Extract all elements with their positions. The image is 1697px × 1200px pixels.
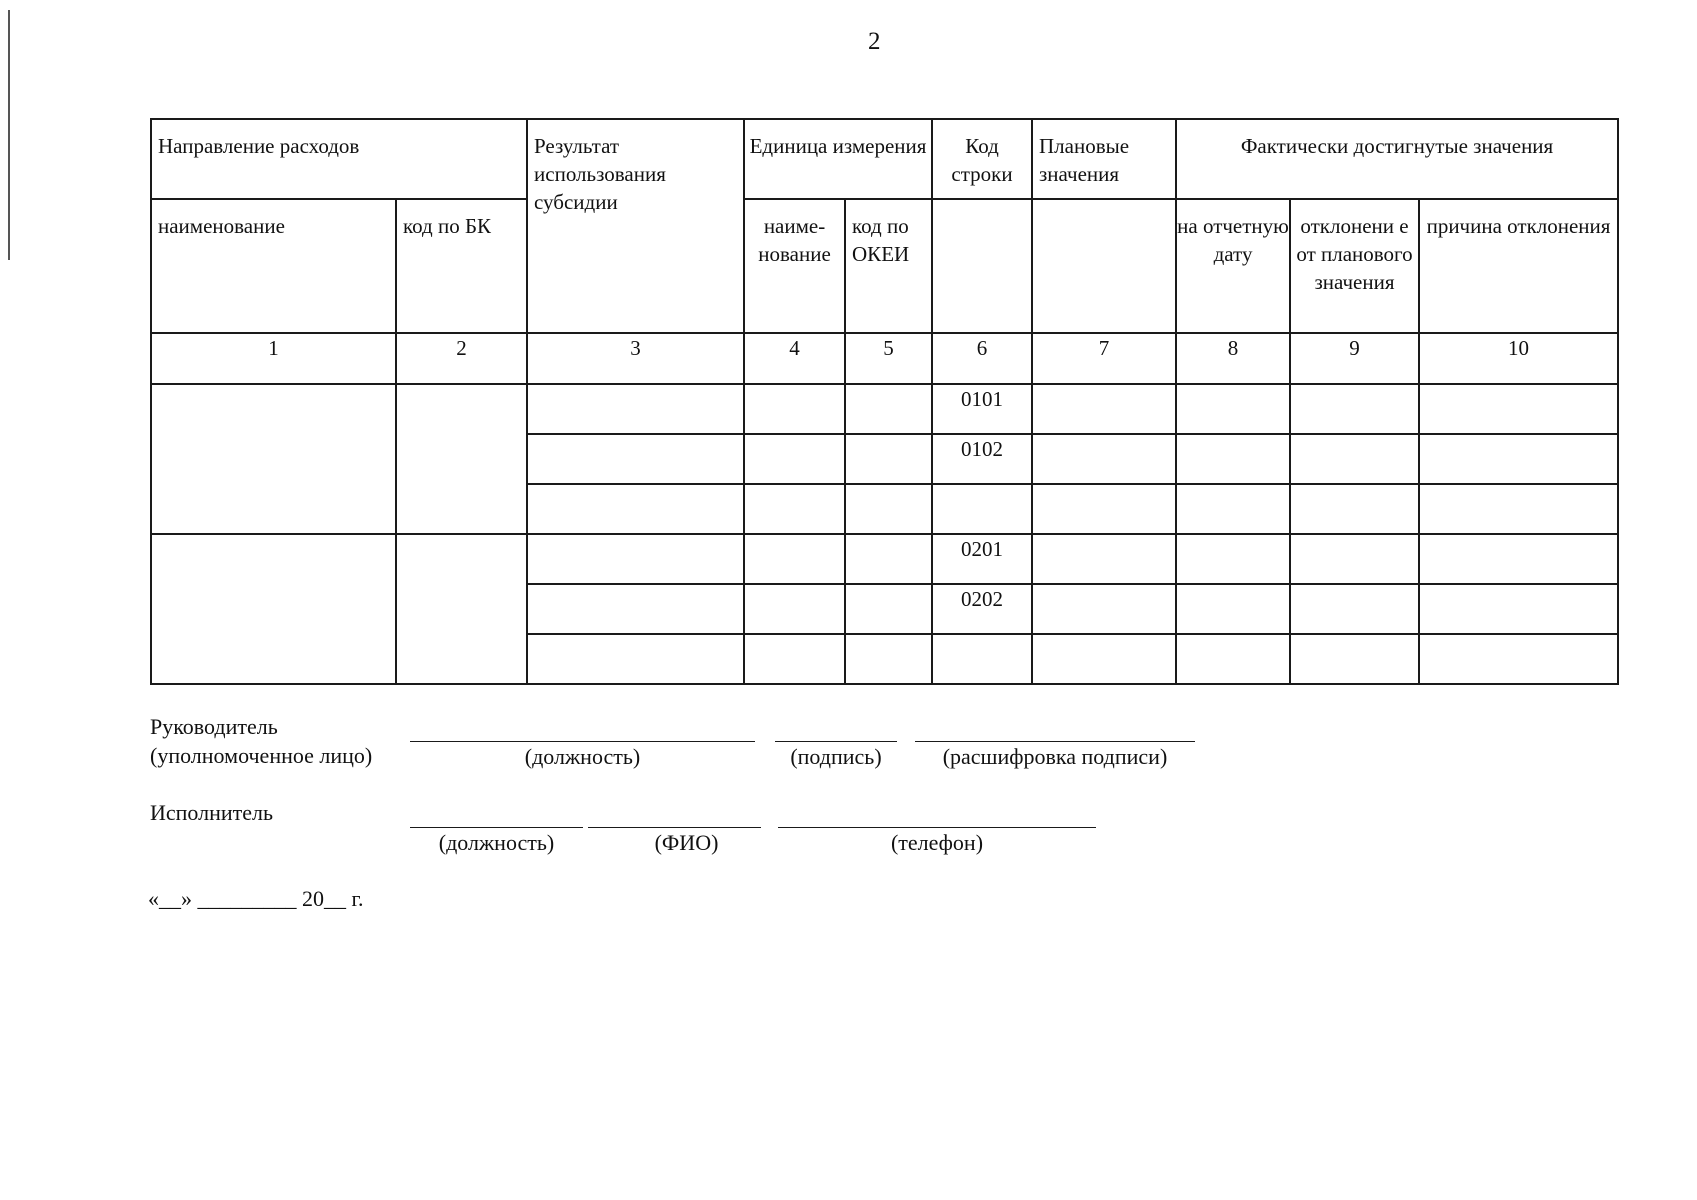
executor-name-caption: (ФИО) [654, 830, 719, 855]
header-row-code: Код строки [932, 119, 1032, 199]
planned-cell[interactable] [1032, 384, 1176, 434]
column-number-row [151, 333, 1618, 384]
actual-date-cell[interactable] [1176, 484, 1290, 534]
head-decoding-caption: (расшифровка подписи) [942, 744, 1168, 769]
unit-name-cell[interactable] [744, 634, 845, 684]
date-line[interactable]: «__» _________ 20__ г. [148, 886, 364, 911]
deviation-cell[interactable] [1290, 434, 1419, 484]
head-sublabel: (уполномоченное лицо) [150, 743, 373, 768]
executor-position-caption: (должность) [438, 830, 555, 855]
result-cell[interactable] [527, 434, 744, 484]
column-number: 2 [396, 333, 527, 384]
reason-cell[interactable] [1419, 584, 1618, 634]
executor-position-line[interactable] [410, 827, 583, 828]
header-actual-deviation: отклонени е от планового значения [1290, 199, 1419, 333]
unit-name-cell[interactable] [744, 534, 845, 584]
executor-label: Исполнитель [150, 800, 274, 825]
row-code-cell: 0101 [932, 384, 1032, 434]
reason-cell[interactable] [1419, 434, 1618, 484]
actual-date-cell[interactable] [1176, 434, 1290, 484]
planned-cell[interactable] [1032, 434, 1176, 484]
header-actual-date: на отчетную дату [1176, 199, 1290, 333]
head-signature-line[interactable] [775, 741, 897, 742]
header-row-2 [151, 199, 1618, 333]
result-cell[interactable] [527, 484, 744, 534]
planned-cell[interactable] [1032, 634, 1176, 684]
column-number: 5 [845, 333, 932, 384]
reason-cell[interactable] [1419, 384, 1618, 434]
deviation-cell[interactable] [1290, 584, 1419, 634]
deviation-cell[interactable] [1290, 384, 1419, 434]
unit-okei-cell[interactable] [845, 484, 932, 534]
head-label: Руководитель [150, 714, 278, 739]
header-unit-okei: код по ОКЕИ [845, 199, 932, 333]
reason-cell[interactable] [1419, 534, 1618, 584]
executor-phone-line[interactable] [778, 827, 1096, 828]
deviation-cell[interactable] [1290, 534, 1419, 584]
report-table [150, 118, 1619, 685]
deviation-cell[interactable] [1290, 634, 1419, 684]
unit-name-cell[interactable] [744, 434, 845, 484]
row-code-cell: 0202 [932, 584, 1032, 634]
result-cell[interactable] [527, 384, 744, 434]
header-actual-reason: причина отклонения [1419, 199, 1618, 333]
header-direction-name: наименование [151, 199, 396, 333]
result-cell[interactable] [527, 534, 744, 584]
table-row [151, 384, 1618, 434]
reason-cell[interactable] [1419, 634, 1618, 684]
direction-code-cell[interactable] [396, 534, 527, 684]
direction-code-cell[interactable] [396, 384, 527, 534]
column-number: 6 [932, 333, 1032, 384]
header-unit: Единица измерения [744, 119, 932, 199]
planned-cell[interactable] [1032, 484, 1176, 534]
head-signature-caption: (подпись) [790, 744, 882, 769]
column-number: 10 [1419, 333, 1618, 384]
deviation-cell[interactable] [1290, 484, 1419, 534]
column-number: 9 [1290, 333, 1419, 384]
actual-date-cell[interactable] [1176, 534, 1290, 584]
unit-okei-cell[interactable] [845, 534, 932, 584]
actual-date-cell[interactable] [1176, 584, 1290, 634]
table-row [151, 534, 1618, 584]
planned-cell[interactable] [1032, 584, 1176, 634]
header-row-code-blank [932, 199, 1032, 333]
header-planned-blank [1032, 199, 1176, 333]
row-code-cell: 0102 [932, 434, 1032, 484]
unit-name-cell[interactable] [744, 384, 845, 434]
column-number: 3 [527, 333, 744, 384]
unit-okei-cell[interactable] [845, 384, 932, 434]
header-actual: Фактически достигнутые значения [1176, 119, 1618, 199]
row-code-cell: 0201 [932, 534, 1032, 584]
header-row-1 [151, 119, 1618, 199]
actual-date-cell[interactable] [1176, 384, 1290, 434]
header-unit-name: наиме-нование [744, 199, 845, 333]
result-cell[interactable] [527, 634, 744, 684]
unit-okei-cell[interactable] [845, 434, 932, 484]
executor-name-line[interactable] [588, 827, 761, 828]
row-code-cell [932, 484, 1032, 534]
header-direction-code: код по БК [396, 199, 527, 333]
head-position-caption: (должность) [524, 744, 641, 769]
unit-okei-cell[interactable] [845, 584, 932, 634]
unit-name-cell[interactable] [744, 584, 845, 634]
page-number: 2 [868, 28, 881, 55]
column-number: 8 [1176, 333, 1290, 384]
header-direction: Направление расходов [151, 119, 527, 199]
scan-edge-line [8, 10, 10, 260]
unit-okei-cell[interactable] [845, 634, 932, 684]
planned-cell[interactable] [1032, 534, 1176, 584]
head-position-line[interactable] [410, 741, 755, 742]
unit-name-cell[interactable] [744, 484, 845, 534]
executor-phone-caption: (телефон) [890, 830, 984, 855]
column-number: 1 [151, 333, 396, 384]
column-number: 4 [744, 333, 845, 384]
reason-cell[interactable] [1419, 484, 1618, 534]
direction-name-cell[interactable] [151, 384, 396, 534]
column-number: 7 [1032, 333, 1176, 384]
row-code-cell [932, 634, 1032, 684]
head-decoding-line[interactable] [915, 741, 1195, 742]
direction-name-cell[interactable] [151, 534, 396, 684]
result-cell[interactable] [527, 584, 744, 634]
header-planned: Плановые значения [1032, 119, 1176, 199]
header-result: Результат использования субсидии [527, 119, 744, 333]
actual-date-cell[interactable] [1176, 634, 1290, 684]
